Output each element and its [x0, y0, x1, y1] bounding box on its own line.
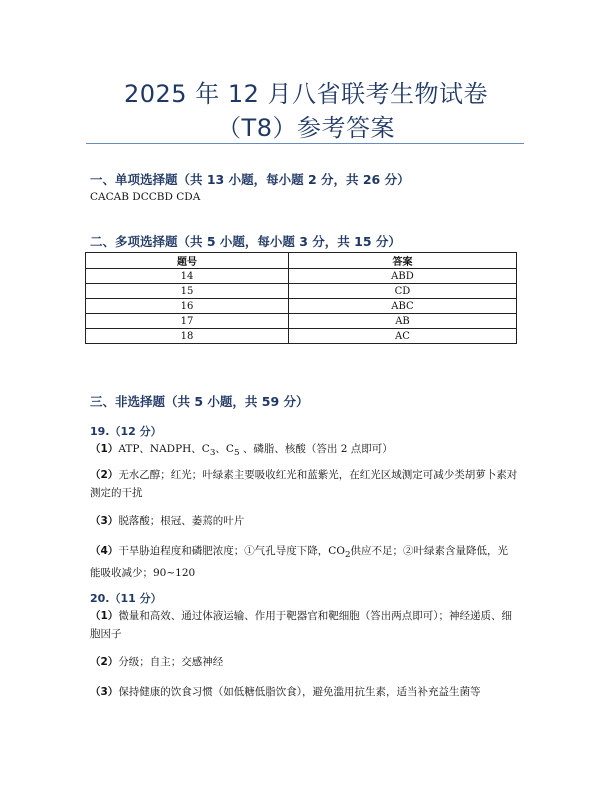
q19-part1 — [90, 440, 518, 462]
answer-cell: AC — [288, 329, 516, 344]
question-number-cell: 14 — [86, 269, 289, 284]
answer-cell: ABD — [288, 269, 516, 284]
part-label: （3） — [90, 515, 119, 527]
q19-part4-text-b: 供应不足；②叶绿素含量降低，光能吸收减少；90~120 — [90, 545, 509, 580]
question-number-cell: 17 — [86, 314, 289, 329]
question-number-cell: 16 — [86, 299, 289, 314]
part-label: （2） — [90, 656, 119, 668]
part-label: （2） — [90, 469, 119, 481]
q19-part2 — [90, 466, 518, 502]
table-row — [86, 284, 517, 299]
part-label: （1） — [90, 443, 119, 455]
title-divider — [86, 143, 524, 144]
q19-part3 — [90, 512, 518, 530]
q19-part1-text-a: ATP、NADPH、C — [118, 443, 210, 455]
q20-part3-text: 保持健康的饮食习惯（如低糖低脂饮食），避免滥用抗生素，适当补充益生菌等 — [118, 686, 481, 698]
table-row — [86, 269, 517, 284]
multiple-choice-answer-table — [85, 252, 517, 344]
table-row — [86, 314, 517, 329]
question20-heading: 20.（11 分） — [90, 592, 162, 605]
q19-part1-text-b: 、C — [215, 443, 234, 455]
subscript-5: 5 — [233, 448, 240, 459]
answer-cell: AB — [288, 314, 516, 329]
column-header-question: 题号 — [86, 253, 289, 269]
section1-heading: 一、单项选择题（共 13 小题，每小题 2 分，共 26 分） — [90, 172, 410, 187]
q20-part2-text: 分级；自主；交感神经 — [118, 656, 224, 668]
section3-heading: 三、非选择题（共 5 小题，共 59 分） — [90, 394, 309, 409]
q19-part4-text-a: 干旱胁迫程度和磷肥浓度；①气孔导度下降，CO — [118, 545, 345, 557]
part-label: （3） — [90, 686, 119, 698]
section1-answers: CACAB DCCBD CDA — [90, 191, 201, 203]
document-title-line1: 2025 年 12 月八省联考生物试卷 — [123, 80, 488, 108]
q19-part1-text-c: 、磷脂、核酸（答出 2 点即可） — [239, 443, 393, 455]
answer-cell: CD — [288, 284, 516, 299]
q19-part4 — [90, 542, 518, 582]
q20-part1-text: 微量和高效、通过体液运输、作用于靶器官和靶细胞（答出两点即可）；神经递质、细胞因子 — [90, 610, 513, 640]
subscript-2: 2 — [344, 550, 351, 561]
table-header-row — [86, 253, 517, 269]
table-row — [86, 329, 517, 344]
question19-heading: 19.（12 分） — [90, 425, 162, 438]
q19-part2-text: 无水乙醇；红光；叶绿素主要吸收红光和蓝紫光，在红光区域测定可减少类胡萝卜素对测定的干扰 — [90, 469, 518, 499]
q20-part3 — [90, 683, 518, 701]
column-header-answer: 答案 — [288, 253, 516, 269]
question-number-cell: 18 — [86, 329, 289, 344]
answer-cell: ABC — [288, 299, 516, 314]
part-label: （4） — [90, 545, 119, 557]
q20-part2 — [90, 653, 518, 671]
q19-part3-text: 脱落酸；根冠、萎蔫的叶片 — [118, 515, 245, 527]
question-number-cell: 15 — [86, 284, 289, 299]
subscript-3: 3 — [209, 448, 216, 459]
q20-part1 — [90, 607, 518, 643]
table-row — [86, 299, 517, 314]
document-title-line2: （T8）参考答案 — [217, 114, 395, 142]
section2-heading: 二、多项选择题（共 5 小题，每小题 3 分，共 15 分） — [90, 234, 401, 249]
part-label: （1） — [90, 610, 119, 622]
